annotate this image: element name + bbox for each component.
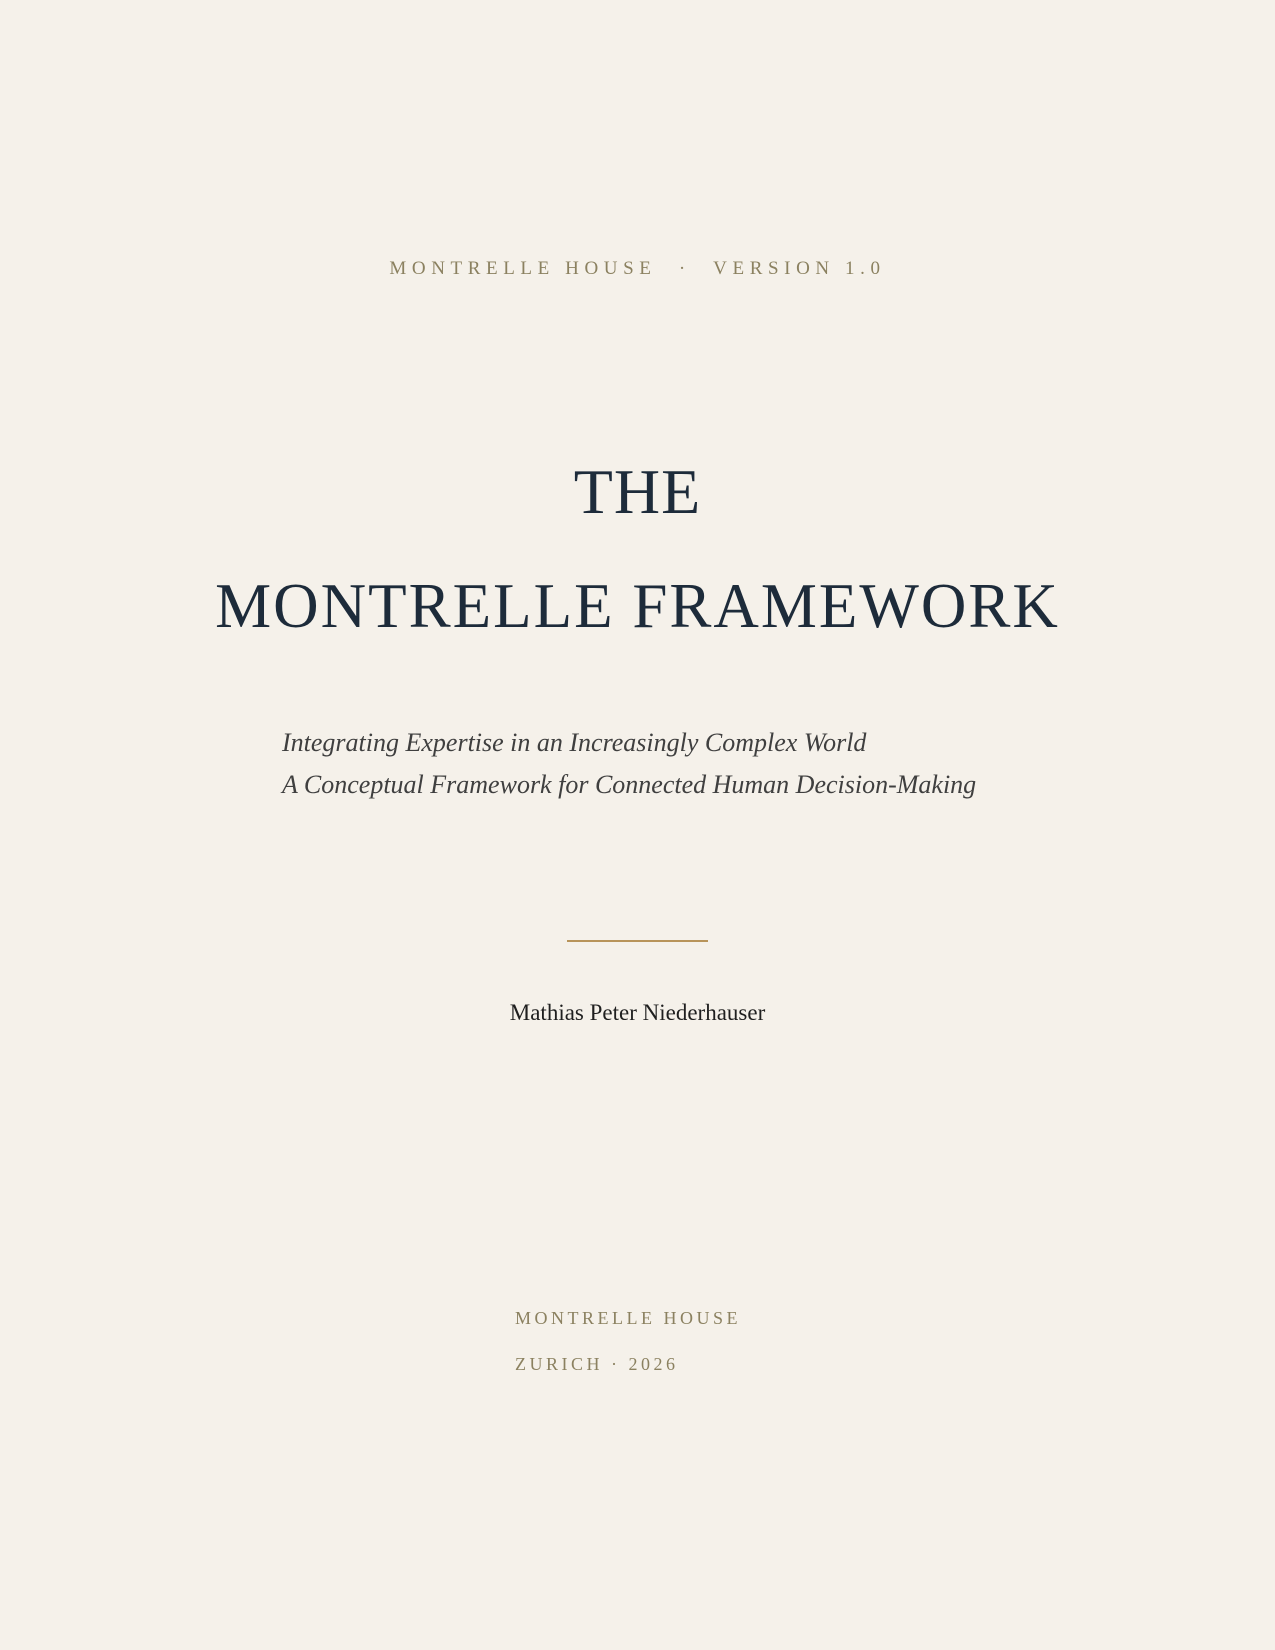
- author-name: Mathias Peter Niederhauser: [509, 1000, 766, 1025]
- publisher-name: MONTRELLE HOUSE: [515, 1308, 741, 1328]
- subtitle-line-1: Integrating Expertise in an Increasingly Complex World: [282, 728, 867, 757]
- title-line-2: MONTRELLE FRAMEWORK: [215, 571, 1060, 641]
- header-version: VERSION 1.0: [713, 258, 886, 279]
- subtitle-line-2: A Conceptual Framework for Connected Human Decision-Making: [282, 770, 977, 799]
- header-separator: ·: [678, 258, 691, 279]
- header-series: MONTRELLE HOUSE: [389, 258, 657, 279]
- title-line-1: THE: [573, 456, 702, 527]
- header-line: [0, 258, 1275, 280]
- divider: [567, 940, 708, 942]
- publisher-place-year: ZURICH · 2026: [515, 1354, 679, 1374]
